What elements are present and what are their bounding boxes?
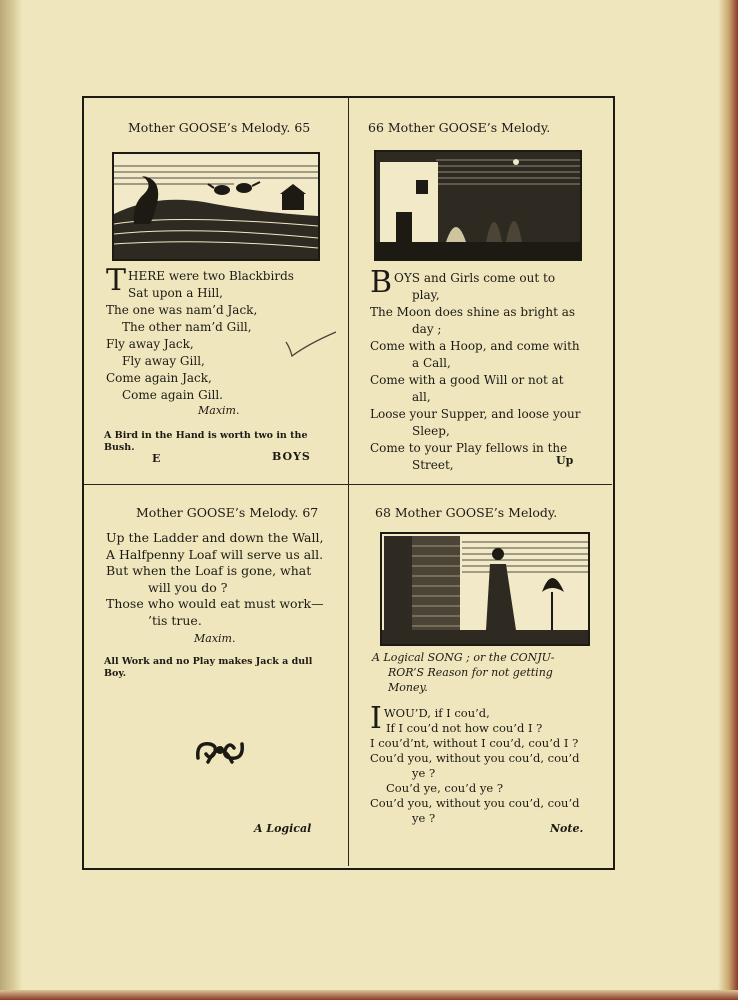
- verse-line: Cou’d you, without you cou’d, cou’d: [370, 751, 580, 765]
- verse-line: Fly away Gill,: [122, 354, 205, 368]
- binding-edge: [0, 0, 22, 1000]
- page-68-verse: [370, 701, 580, 826]
- verse-line: Cou’d you, without you cou’d, cou’d: [370, 796, 580, 810]
- horizontal-divider: [84, 484, 612, 485]
- song-title: [372, 650, 604, 695]
- verse-line: ye ?: [412, 811, 436, 825]
- printer-ornament: [194, 736, 246, 766]
- verse-line: Cou’d ye, cou’d ye ?: [386, 781, 503, 795]
- maxim-label: Maxim.: [194, 632, 236, 645]
- verse-line: day ;: [412, 322, 442, 336]
- verse-line: Fly away Jack,: [106, 337, 194, 351]
- verse-line: Come with a Hoop, and come with: [370, 339, 580, 353]
- woodcut-moonlit-street: [374, 150, 582, 261]
- page-67-header: Mother GOOSE’s Melody. 67: [136, 505, 319, 520]
- page-68-header: 68 Mother GOOSE’s Melody.: [375, 505, 558, 520]
- verse-line: The other nam’d Gill,: [122, 320, 252, 334]
- verse-line: Come again Jack,: [106, 371, 212, 385]
- song-title-line: ROR’S Reason for not getting: [388, 666, 553, 679]
- verse-line: WOU’D, if I cou’d,: [383, 706, 490, 720]
- verse-line: Sat upon a Hill,: [128, 286, 223, 300]
- drop-cap: B: [370, 265, 393, 300]
- maxim-text: All Work and no Play makes Jack a dull Boy.: [104, 656, 313, 679]
- woodcut-conjuror-image: [382, 534, 588, 644]
- catchword: Note.: [550, 822, 584, 835]
- page-right-edge: [718, 0, 738, 1000]
- verse-line: Up the Ladder and down the Wall,: [106, 530, 324, 545]
- drop-cap: T: [106, 263, 127, 298]
- verse-line: Come to your Play fellows in the: [370, 441, 568, 455]
- verse-line: ’tis true.: [148, 612, 202, 628]
- verse-line: all,: [412, 390, 431, 404]
- verse-line: The Moon does shine as bright as: [370, 305, 576, 319]
- verse-line: Sleep,: [412, 424, 450, 438]
- verse-line: The one was nam’d Jack,: [106, 303, 258, 317]
- vertical-divider: [348, 96, 349, 866]
- song-title-line: Money.: [388, 681, 428, 694]
- page-66: [356, 100, 608, 480]
- verse-line: Street,: [412, 458, 454, 472]
- verse-line: ye ?: [412, 766, 436, 780]
- catchword-signature: E: [152, 452, 161, 465]
- catchword: Up: [556, 454, 574, 467]
- verse-line: But when the Loaf is gone, what: [106, 563, 312, 578]
- verse-line: will you do ?: [148, 579, 228, 595]
- verse-line: I cou’d’nt, without I cou’d, cou’d I ?: [370, 736, 579, 750]
- page-bottom-edge: [0, 990, 738, 1000]
- woodcut-blackbirds: [112, 152, 320, 261]
- song-title-line: A Logical SONG ; or the CONJU-: [372, 651, 555, 664]
- verse-line: play,: [412, 288, 440, 302]
- page-67-verse: [106, 530, 324, 629]
- verse-line: Come again Gill.: [122, 388, 223, 402]
- pencil-checkmark: [284, 328, 338, 362]
- verse-line: Loose your Supper, and loose your: [370, 407, 581, 421]
- page-65: [90, 100, 342, 480]
- verse-line: Those who would eat must work—: [106, 596, 324, 611]
- page-66-verse: [370, 265, 581, 474]
- page-65-header: Mother GOOSE’s Melody. 65: [128, 120, 311, 135]
- maxim-label: Maxim.: [198, 404, 240, 417]
- verse-line: If I cou’d not how cou’d I ?: [386, 721, 543, 735]
- drop-cap: I: [370, 701, 382, 736]
- verse-line: a Call,: [412, 356, 451, 370]
- page-66-header: 66 Mother GOOSE’s Melody.: [368, 120, 551, 135]
- woodcut-moonlit-street-image: [376, 152, 580, 259]
- woodcut-blackbirds-image: [114, 154, 318, 259]
- catchword: A Logical: [254, 822, 312, 835]
- woodcut-conjuror: [380, 532, 590, 646]
- verse-line: A Halfpenny Loaf will serve us all.: [106, 546, 324, 562]
- verse-line: OYS and Girls come out to: [394, 271, 556, 285]
- page-67: [90, 490, 342, 864]
- verse-line: Come with a good Will or not at: [370, 373, 564, 387]
- catchword: BOYS: [272, 450, 311, 463]
- verse-line: HERE were two Blackbirds: [128, 269, 294, 283]
- maxim-text: A Bird in the Hand is worth two in the Bush.: [104, 430, 308, 453]
- page-65-verse: [106, 263, 294, 404]
- page-68: [356, 490, 608, 864]
